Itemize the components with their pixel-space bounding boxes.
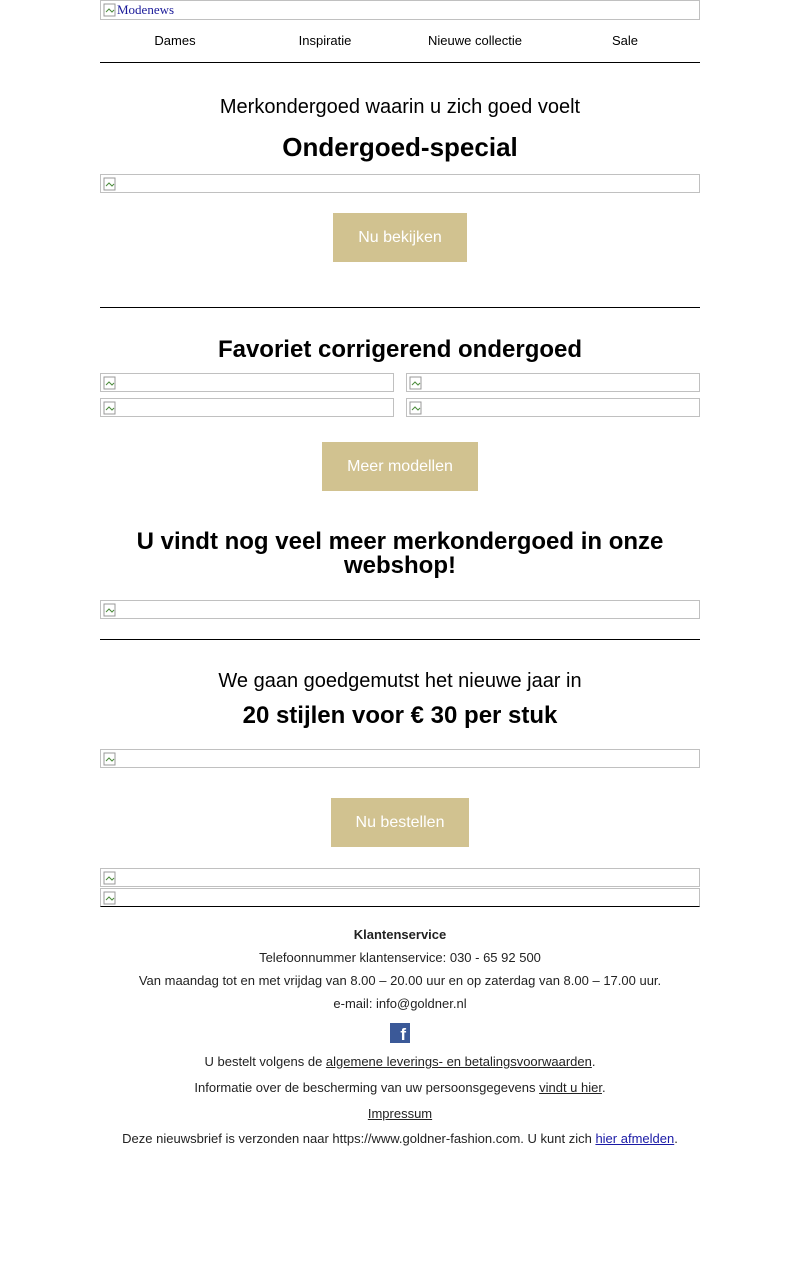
logo-alt-text: Modenews <box>117 2 175 17</box>
logo-image[interactable] <box>100 0 700 20</box>
product-grid <box>100 398 700 417</box>
sent-line <box>0 1130 800 1147</box>
privacy-line <box>0 1079 800 1096</box>
product-image[interactable] <box>100 398 394 417</box>
nav-item-nieuwe-collectie[interactable]: Nieuwe collectie <box>428 33 522 48</box>
section3-title: U vindt nog veel meer merkondergoed in onze webshop! <box>136 528 664 579</box>
section1-banner-image[interactable] <box>100 174 700 193</box>
sent-prefix: Deze nieuwsbrief is verzonden naar https://www.goldner-fashion.com. U kunt zich <box>122 1131 596 1146</box>
terms-prefix: U bestelt volgens de <box>204 1054 326 1069</box>
nav-item-inspiratie[interactable]: Inspiratie <box>298 33 352 48</box>
privacy-link[interactable]: vindt u hier <box>539 1080 602 1095</box>
customer-service-phone: Telefoonnummer klantenservice: 030 - 65 92 500 <box>259 950 541 965</box>
nu-bekijken-button[interactable]: Nu bekijken <box>333 213 467 262</box>
broken-image-icon <box>103 376 117 390</box>
meer-modellen-button[interactable]: Meer modellen <box>322 442 478 491</box>
facebook-glyph: f <box>400 1025 406 1044</box>
broken-image-icon <box>103 603 117 617</box>
section4-subtitle: We gaan goedgemutst het nieuwe jaar in <box>218 670 582 692</box>
broken-image-icon <box>103 891 117 905</box>
footer <box>0 926 800 1147</box>
divider <box>100 639 700 640</box>
customer-service-heading: Klantenservice <box>353 927 447 942</box>
section4-title: 20 stijlen voor € 30 per stuk <box>242 702 558 729</box>
terms-link[interactable]: algemene leverings- en betalingsvoorwaarden <box>325 1054 592 1069</box>
nav-item-sale[interactable]: Sale <box>611 33 639 48</box>
broken-image-icon <box>103 177 117 191</box>
terms-line <box>0 1053 800 1070</box>
broken-image-icon <box>409 376 423 390</box>
impressum-link[interactable]: Impressum <box>367 1106 433 1121</box>
broken-image-icon <box>409 401 423 415</box>
nav-item-dames[interactable]: Dames <box>154 33 196 48</box>
main-nav <box>100 20 700 63</box>
sent-suffix: . <box>674 1131 678 1146</box>
privacy-suffix: . <box>601 1080 606 1095</box>
footer-banner-image[interactable] <box>100 888 700 907</box>
section2-title: Favoriet corrigerend ondergoed <box>217 336 583 363</box>
unsubscribe-link[interactable]: hier afmelden <box>595 1131 675 1146</box>
section1-subtitle: Merkondergoed waarin u zich goed voelt <box>219 96 581 118</box>
broken-image-icon <box>103 3 117 17</box>
customer-service-hours: Van maandag tot en met vrijdag van 8.00 – 20.00 uur en op zaterdag van 8.00 – 17.00 uur. <box>138 973 662 988</box>
section1-title: Ondergoed-special <box>282 132 518 162</box>
divider <box>100 307 700 308</box>
impressum-line <box>0 1105 800 1122</box>
product-image[interactable] <box>406 373 700 392</box>
section4-banner-image[interactable] <box>100 749 700 768</box>
terms-suffix: . <box>591 1054 596 1069</box>
facebook-icon[interactable] <box>390 1023 410 1043</box>
privacy-prefix: Informatie over de bescherming van uw persoonsgegevens <box>194 1080 540 1095</box>
broken-image-icon <box>103 752 117 766</box>
webshop-banner-image[interactable] <box>100 600 700 619</box>
broken-image-icon <box>103 871 117 885</box>
product-image[interactable] <box>100 373 394 392</box>
footer-banner-image[interactable] <box>100 868 700 887</box>
customer-service-email: e-mail: info@goldner.nl <box>333 996 467 1011</box>
nu-bestellen-button[interactable]: Nu bestellen <box>331 798 469 847</box>
product-image[interactable] <box>406 398 700 417</box>
product-grid <box>100 373 700 392</box>
broken-image-icon <box>103 401 117 415</box>
